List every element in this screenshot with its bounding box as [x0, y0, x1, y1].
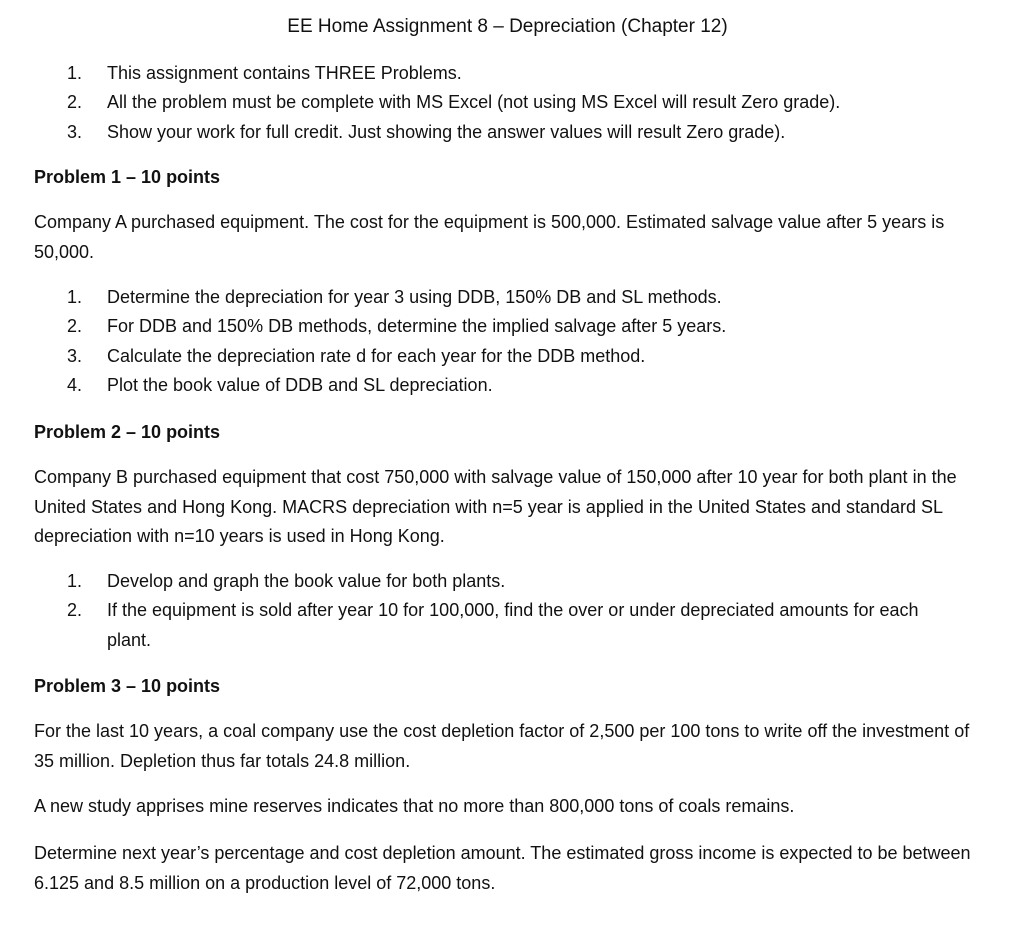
list-item-number: 2. [67, 316, 83, 337]
list-item [67, 312, 726, 341]
list-item [67, 596, 967, 655]
list-item-number: 3. [67, 345, 83, 366]
list-item [67, 88, 840, 117]
problem-1-description: Company A purchased equipment. The cost for the equipment is 500,000. Estimated salvage value after 5 years is 50,000. [34, 212, 945, 262]
list-item-text: Plot the book value of DDB and SL depreciation. [107, 374, 493, 395]
list-item [67, 283, 726, 312]
problem-1-list [67, 283, 726, 400]
list-item [67, 59, 840, 88]
list-item-text: This assignment contains THREE Problems. [107, 63, 462, 83]
list-item-number: 2. [67, 92, 83, 113]
list-item [67, 371, 726, 400]
problem-3-paragraph-1: For the last 10 years, a coal company use the cost depletion factor of 2,500 per 100 tons to write off the investment of 35 million. Depletion thus far totals 24.8 million. [34, 721, 970, 771]
list-item-text: Show your work for full credit. Just showing the answer values will result Zero grade). [107, 121, 786, 142]
list-item-text: For DDB and 150% DB methods, determine the implied salvage after 5 years. [107, 316, 727, 337]
list-item-number: 1. [67, 287, 83, 307]
problem-3-paragraph-3: Determine next year’s percentage and cost depletion amount. The estimated gross income is expected to be between 6.125 and 8.5 million on a production level of 72,000 tons. [34, 843, 971, 893]
list-item-number: 4. [67, 374, 83, 395]
list-item [67, 118, 840, 147]
problem-3-paragraph-2: A new study apprises mine reserves indicates that no more than 800,000 tons of coals remains. [34, 796, 795, 816]
problem-2-description: Company B purchased equipment that cost 750,000 with salvage value of 150,000 after 10 year for both plant in the United States and Hong Kong. MACRS depreciation with n=5 year is applied in the United States and standard SL depreciation with n=10 years is used in Hong Kong. [34, 467, 957, 546]
problem-2-heading: Problem 2 – 10 points [34, 422, 221, 442]
problem-1-heading: Problem 1 – 10 points [34, 167, 221, 187]
list-item-text: If the equipment is sold after year 10 for 100,000, find the over or under depreciated amounts for each plant. [107, 600, 919, 650]
list-item-number: 2. [67, 600, 83, 621]
list-item-text: All the problem must be complete with MS Excel (not using MS Excel will result Zero grade). [107, 92, 841, 113]
list-item-number: 1. [67, 571, 83, 591]
list-item [67, 342, 726, 371]
intro-list [67, 59, 840, 147]
list-item [67, 567, 967, 596]
document-title: EE Home Assignment 8 – Depreciation (Chapter 12) [287, 16, 728, 37]
problem-3-heading: Problem 3 – 10 points [34, 676, 221, 696]
list-item-number: 3. [67, 121, 83, 142]
list-item-number: 1. [67, 63, 83, 83]
problem-2-list [67, 567, 967, 655]
list-item-text: Develop and graph the book value for both plants. [107, 571, 506, 591]
list-item-text: Calculate the depreciation rate d for each year for the DDB method. [107, 345, 646, 366]
list-item-text: Determine the depreciation for year 3 using DDB, 150% DB and SL methods. [107, 287, 722, 307]
